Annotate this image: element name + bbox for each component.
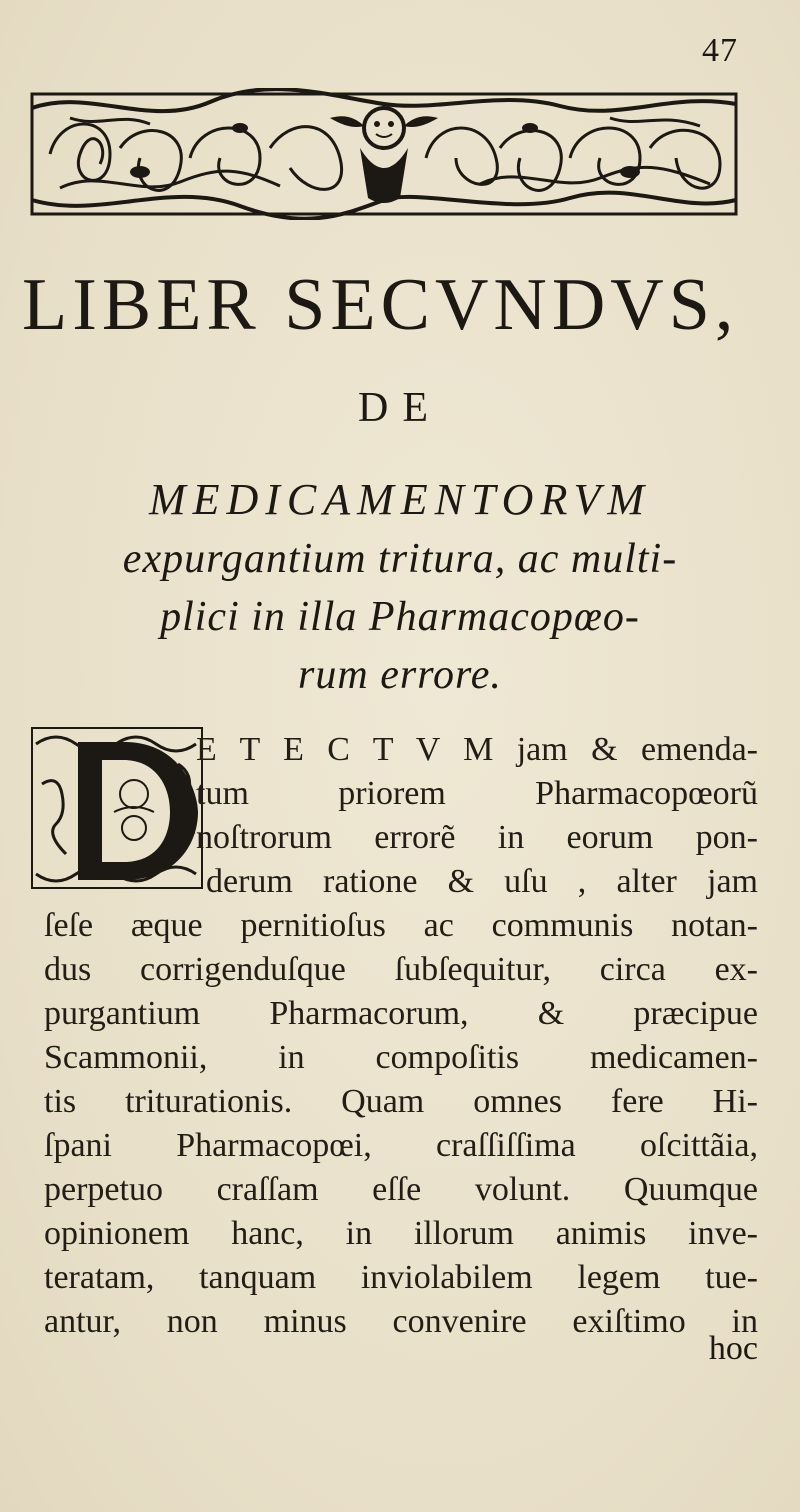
subtitle-main: MEDICAMENTORVM [148,475,652,524]
text-line: tis triturationis. Quam omnes fere Hi- [44,1083,758,1120]
subtitle-line: plici in illa Pharmacopœo- [160,594,640,640]
text-line: ſpani Pharmacopœi, craſſiſſima oſcittãia, [44,1127,758,1164]
text-line: purgantium Pharmacorum, & præcipue [44,995,758,1032]
chapter-heading: LIBER SECVNDVS, [22,264,739,346]
decorated-initial-d-icon [28,724,206,892]
text-line: derum ratione & uſu , alter jam [206,863,758,900]
text-line: ſeſe æque pernitioſus ac communis notan- [44,907,758,944]
heading-de: DE [358,385,442,431]
text-line: opinionem hanc, in illorum animis inve- [44,1215,758,1252]
text-line: dus corrigenduſque ſubſequitur, circa ex- [44,951,758,988]
text-line: antur, non minus convenire exiſtimo in [44,1303,758,1340]
floral-scroll-headpiece-icon [30,88,738,220]
page-number: 47 [702,32,738,69]
text-line: perpetuo craſſam eſſe volunt. Quumque [44,1171,758,1208]
text-line: teratam, tanquam inviolabilem legem tue- [44,1259,758,1296]
subtitle-line: rum errore. [298,652,502,698]
chapter-subtitle [60,470,740,704]
subtitle-line: expurgantium tritura, ac multi- [122,536,678,582]
text-line: E T E C T V M jam & emenda- [196,731,758,768]
catchword: hoc [708,1330,758,1367]
text-line: tum priorem Pharmacopœorũ [196,775,758,812]
text-line: noſtrorum errorẽ in eorum pon- [196,819,758,856]
text-line: Scammonii, in compoſitis medicamen- [44,1039,758,1076]
